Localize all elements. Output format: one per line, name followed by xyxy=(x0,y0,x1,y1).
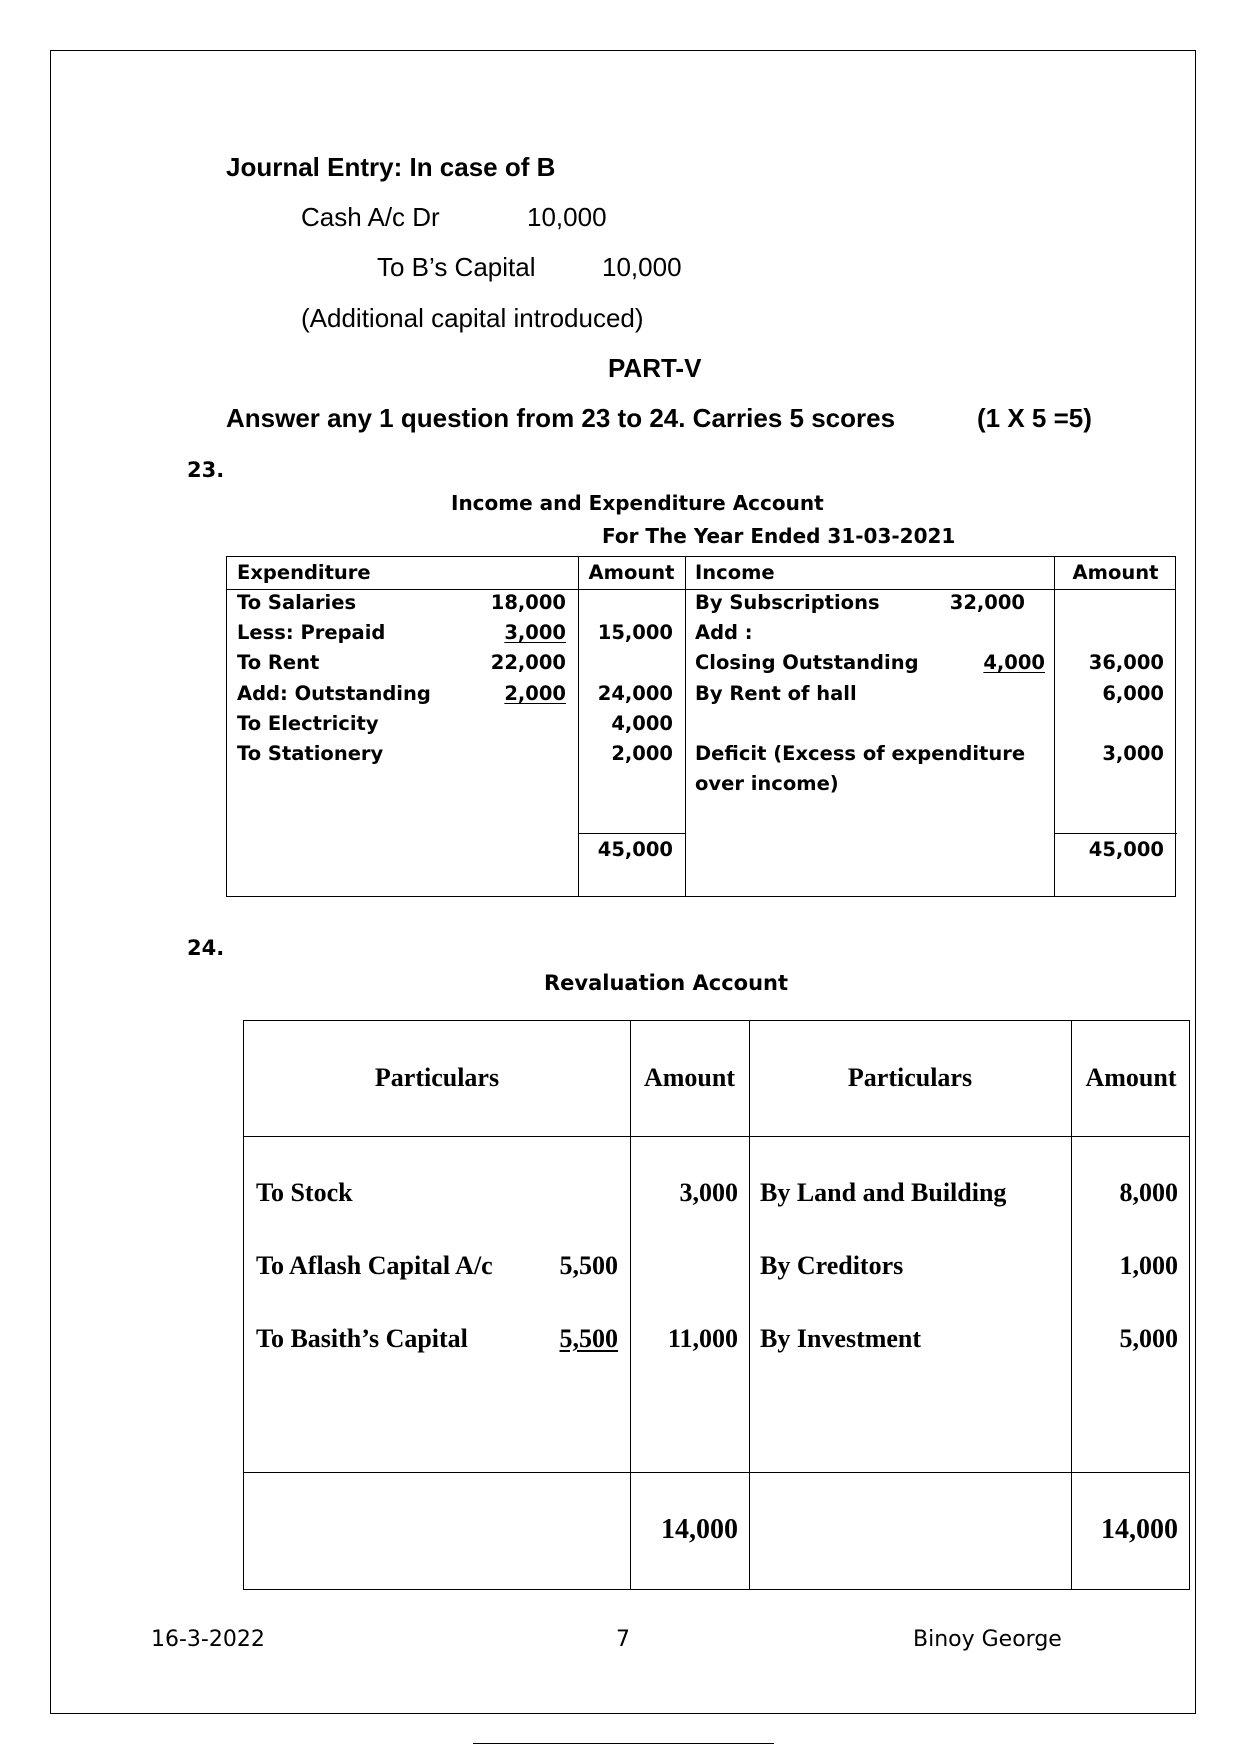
journal-credit-amount: 10,000 xyxy=(602,252,682,282)
question-24-number: 24. xyxy=(187,936,225,960)
header-income: Income xyxy=(695,561,775,584)
inc-subs-label: By Subscriptions xyxy=(695,591,880,614)
part-instruction: Answer any 1 question from 23 to 24. Carries 5 scores xyxy=(226,403,896,433)
ie-subtitle: For The Year Ended 31-03-2021 xyxy=(602,524,956,548)
rv-header-amount-right: Amount xyxy=(1085,1063,1177,1092)
question-23-number: 23. xyxy=(187,458,225,482)
rv-stock-label: To Stock xyxy=(256,1178,353,1207)
inc-closing-value: 4,000 xyxy=(983,651,1045,674)
exp-stationery-label: To Stationery xyxy=(237,742,384,765)
exp-prepaid-value: 3,000 xyxy=(504,621,566,644)
inc-closing-label: Closing Outstanding xyxy=(695,651,919,674)
inc-hall-label: By Rent of hall xyxy=(695,682,857,705)
journal-debit-account: Cash A/c Dr xyxy=(301,202,440,232)
rv-investment-value: 5,000 xyxy=(1119,1324,1178,1353)
rv-header-particulars-right: Particulars xyxy=(847,1063,973,1092)
journal-debit-amount: 10,000 xyxy=(527,202,607,232)
inc-subs-value: 32,000 xyxy=(949,591,1025,614)
footer-page-number: 7 xyxy=(616,1627,630,1652)
exp-salaries-value: 18,000 xyxy=(490,591,566,614)
footer-date: 16-3-2022 xyxy=(151,1627,265,1652)
journal-heading: Journal Entry: In case of B xyxy=(226,152,556,182)
inc-subs-net: 36,000 xyxy=(1088,651,1164,674)
exp-rent-net: 24,000 xyxy=(597,682,673,705)
footer-author: Binoy George xyxy=(913,1627,1062,1652)
exp-outstanding-label: Add: Outstanding xyxy=(237,682,431,705)
header-amount-left: Amount xyxy=(588,561,675,584)
exp-rent-label: To Rent xyxy=(237,651,320,674)
header-expenditure: Expenditure xyxy=(237,561,371,584)
revaluation-table xyxy=(243,1020,1190,1590)
rv-header-amount-left: Amount xyxy=(643,1063,735,1092)
inc-total: 45,000 xyxy=(1088,838,1164,861)
income-expenditure-table xyxy=(226,556,1176,897)
part-marks: (1 X 5 =5) xyxy=(977,403,1092,433)
exp-stationery-value: 2,000 xyxy=(611,742,673,765)
rv-land-label: By Land and Building xyxy=(760,1178,1007,1207)
exp-salaries-net: 15,000 xyxy=(597,621,673,644)
inc-deficit-line2: over income) xyxy=(695,772,839,795)
rv-creditors-value: 1,000 xyxy=(1119,1251,1178,1280)
inc-deficit-value: 3,000 xyxy=(1102,742,1164,765)
rv-debit-total: 14,000 xyxy=(661,1514,738,1545)
rv-basith-value: 5,500 xyxy=(559,1324,618,1353)
revaluation-title: Revaluation Account xyxy=(544,971,789,995)
ie-title: Income and Expenditure Account xyxy=(451,491,824,515)
rv-aflash-value: 5,500 xyxy=(559,1251,618,1280)
journal-credit-account: To B’s Capital xyxy=(377,252,536,282)
bottom-rule xyxy=(473,1743,774,1744)
exp-prepaid-label: Less: Prepaid xyxy=(237,621,386,644)
inc-add-label: Add : xyxy=(695,621,753,644)
rv-aflash-label: To Aflash Capital A/c xyxy=(256,1251,493,1280)
rv-header-particulars-left: Particulars xyxy=(374,1063,500,1092)
journal-narration: (Additional capital introduced) xyxy=(301,303,644,333)
rv-stock-value: 3,000 xyxy=(679,1178,738,1207)
exp-total: 45,000 xyxy=(597,838,673,861)
exp-salaries-label: To Salaries xyxy=(237,591,357,614)
inc-deficit-line1: Deficit (Excess of expenditure xyxy=(695,742,1026,765)
rv-basith-label: To Basith’s Capital xyxy=(256,1324,468,1353)
rv-credit-total: 14,000 xyxy=(1101,1514,1178,1545)
rv-profit-total: 11,000 xyxy=(667,1324,738,1353)
exp-electricity-value: 4,000 xyxy=(611,712,673,735)
inc-hall-value: 6,000 xyxy=(1102,682,1164,705)
part-title: PART-V xyxy=(608,353,702,383)
exp-rent-value: 22,000 xyxy=(490,651,566,674)
exp-electricity-label: To Electricity xyxy=(237,712,379,735)
rv-creditors-label: By Creditors xyxy=(760,1251,904,1280)
header-amount-right: Amount xyxy=(1072,561,1159,584)
rv-investment-label: By Investment xyxy=(760,1324,922,1353)
rv-land-value: 8,000 xyxy=(1119,1178,1178,1207)
exp-outstanding-value: 2,000 xyxy=(504,682,566,705)
